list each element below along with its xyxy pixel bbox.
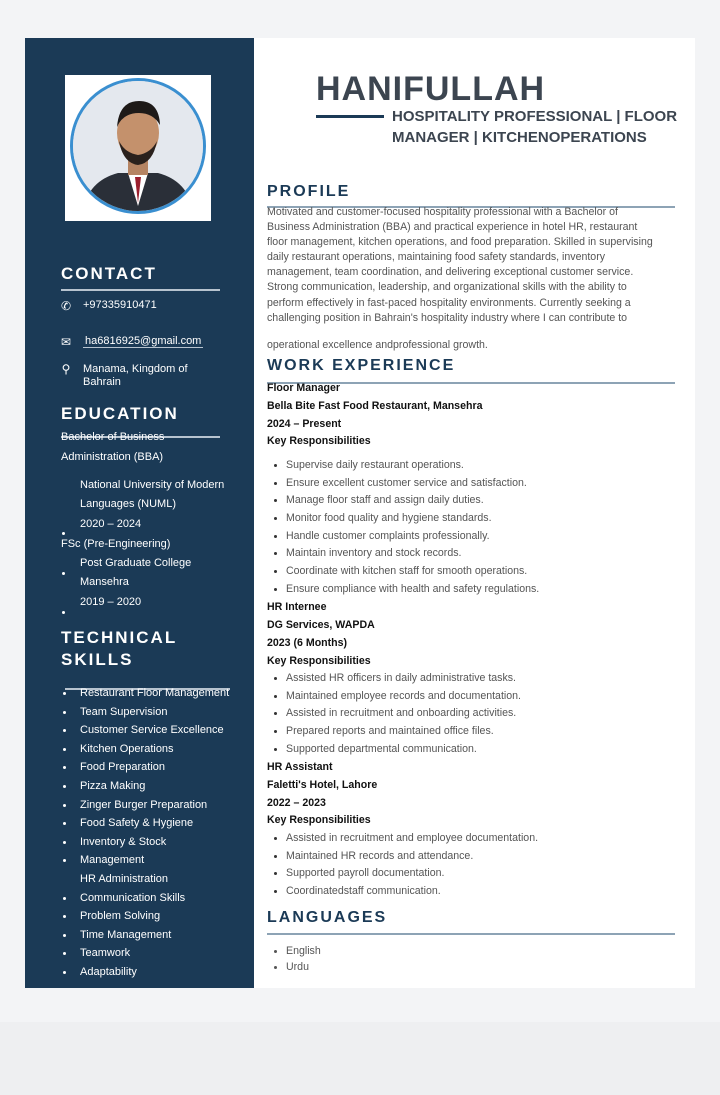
skills-list — [61, 684, 229, 982]
job-period: 2024 – Present — [267, 418, 342, 430]
skills-heading-line2: SKILLS — [61, 650, 134, 669]
resp-item: Maintain inventory and stock records. — [272, 545, 539, 563]
resp-item: Assisted in recruitment and onboarding activities. — [272, 705, 521, 723]
resp-item: Maintained employee records and documentation. — [272, 688, 521, 706]
resp-item: Ensure excellent customer service and satisfaction. — [272, 475, 539, 493]
job-title-line2: MANAGER | KITCHENOPERATIONS — [392, 129, 647, 146]
skill-item: Food Safety & Hygiene — [61, 814, 229, 833]
job-period: 2023 (6 Months) — [267, 637, 348, 649]
job-title — [392, 106, 692, 148]
edu-college-line1: Post Graduate College — [80, 557, 192, 569]
job-resp-label: Key Responsibilities — [267, 655, 371, 667]
edu-degree-line1: Bachelor of Business — [61, 431, 165, 443]
location-pin-icon: ⚲ — [61, 362, 71, 376]
edu-university-line1: National University of Modern — [80, 479, 225, 491]
work-heading: WORK EXPERIENCE — [267, 357, 456, 374]
contact-phone — [55, 299, 157, 313]
skill-item: Inventory & Stock — [61, 833, 229, 852]
job-responsibilities — [272, 830, 538, 901]
resp-item: Assisted HR officers in daily administrative tasks. — [272, 670, 521, 688]
skills-heading-line1: TECHNICAL — [61, 628, 178, 647]
resp-item: Coordinatedstaff communication. — [272, 883, 538, 901]
candidate-name: HANIFULLAH — [316, 70, 546, 108]
job-role: HR Internee — [267, 601, 327, 613]
job-company: Bella Bite Fast Food Restaurant, Mansehra — [267, 400, 483, 412]
skill-item: Teamwork — [61, 944, 229, 963]
email-text[interactable]: ha6816925@gmail.com — [85, 335, 202, 347]
edu-bullet — [62, 611, 65, 614]
resp-item: Prepared reports and maintained office files. — [272, 723, 521, 741]
profile-heading: PROFILE — [267, 183, 351, 200]
mail-icon: ✉ — [60, 335, 72, 349]
contact-email[interactable] — [55, 335, 203, 349]
edu-degree-line2: Administration (BBA) — [61, 451, 164, 463]
language-item: Urdu — [272, 960, 321, 976]
languages-list — [272, 944, 321, 975]
portrait-image — [73, 81, 203, 211]
contact-location — [55, 363, 188, 389]
job-company: DG Services, WAPDA — [267, 619, 375, 631]
skill-item: Time Management — [61, 926, 229, 945]
profile-photo — [70, 78, 206, 214]
edu-years-2: 2019 – 2020 — [80, 596, 142, 608]
phone-text: +97335910471 — [83, 299, 157, 311]
skill-item: Adaptability — [61, 963, 229, 982]
contact-rule — [61, 289, 220, 291]
edu-bullet — [62, 572, 65, 575]
skill-item: HR Administration — [80, 872, 169, 885]
edu-college-line2: Mansehra — [80, 576, 129, 588]
languages-heading: LANGUAGES — [267, 909, 388, 926]
skill-item: Zinger Burger Preparation — [61, 796, 229, 815]
skill-item: Food Preparation — [61, 758, 229, 777]
skill-item: Management — [61, 851, 229, 870]
resp-item: Maintained HR records and attendance. — [272, 848, 538, 866]
languages-rule — [267, 933, 675, 935]
resp-item: Supervise daily restaurant operations. — [272, 457, 539, 475]
resp-item: Supported departmental communication. — [272, 741, 521, 759]
job-role: Floor Manager — [267, 382, 340, 394]
job-resp-label: Key Responsibilities — [267, 435, 371, 447]
job-period: 2022 – 2023 — [267, 797, 326, 809]
edu-fsc: FSc (Pre-Engineering) — [61, 538, 171, 550]
phone-icon: ✆ — [60, 299, 72, 313]
resp-item: Supported payroll documentation. — [272, 865, 538, 883]
job-responsibilities — [272, 457, 539, 599]
bottom-band — [0, 1022, 720, 1095]
resp-item: Manage floor staff and assign daily duties. — [272, 492, 539, 510]
job-responsibilities — [272, 670, 521, 758]
contact-heading: CONTACT — [61, 264, 157, 283]
title-accent-rule — [316, 115, 384, 118]
skill-item: Communication Skills — [61, 889, 229, 908]
edu-years-1: 2020 – 2024 — [80, 518, 142, 530]
skill-item: Pizza Making — [61, 777, 229, 796]
job-role: HR Assistant — [267, 761, 333, 773]
photo-frame — [65, 75, 211, 221]
edu-university-line2: Languages (NUML) — [80, 498, 176, 510]
resp-item: Coordinate with kitchen staff for smooth operations. — [272, 563, 539, 581]
job-title-line1: HOSPITALITY PROFESSIONAL | FLOOR — [392, 108, 678, 125]
skill-item: Customer Service Excellence — [61, 721, 229, 740]
skill-item: Team Supervision — [61, 703, 229, 722]
resp-item: Assisted in recruitment and employee documentation. — [272, 830, 538, 848]
skill-item: Kitchen Operations — [61, 740, 229, 759]
skill-item: Problem Solving — [61, 907, 229, 926]
education-heading: EDUCATION — [61, 404, 179, 423]
resp-item: Monitor food quality and hygiene standards. — [272, 510, 539, 528]
resp-item: Ensure compliance with health and safety regulations. — [272, 581, 539, 599]
profile-paragraph: Motivated and customer-focused hospitality professional with a Bachelor of Business Administration (BBA) and practical experience in hotel HR, restaurant floor management, kitchen operations, and food preparation. Skilled in supervising daily restaurant operations, maintaining food safety standards, inventory management, team coordination, and delivering exceptional customer service. Strong communication, leadership, and organizational skills with the ability to perform effectively in fast-paced hospitality environments. Currently seeking a challenging position in Bahrain's hospitality industry where I can contribute to — [267, 206, 653, 324]
profile-last-line: operational excellence andprofessional growth. — [267, 339, 488, 351]
sidebar — [25, 38, 254, 988]
resp-item: Handle customer complaints professionally. — [272, 528, 539, 546]
location-line2: Bahrain — [83, 376, 121, 388]
job-company: Faletti's Hotel, Lahore — [267, 779, 378, 791]
location-line1: Manama, Kingdom of — [83, 363, 188, 375]
job-resp-label: Key Responsibilities — [267, 814, 371, 826]
skill-item: Restaurant Floor Management — [61, 684, 229, 703]
language-item: English — [272, 944, 321, 960]
skills-heading — [61, 627, 177, 671]
